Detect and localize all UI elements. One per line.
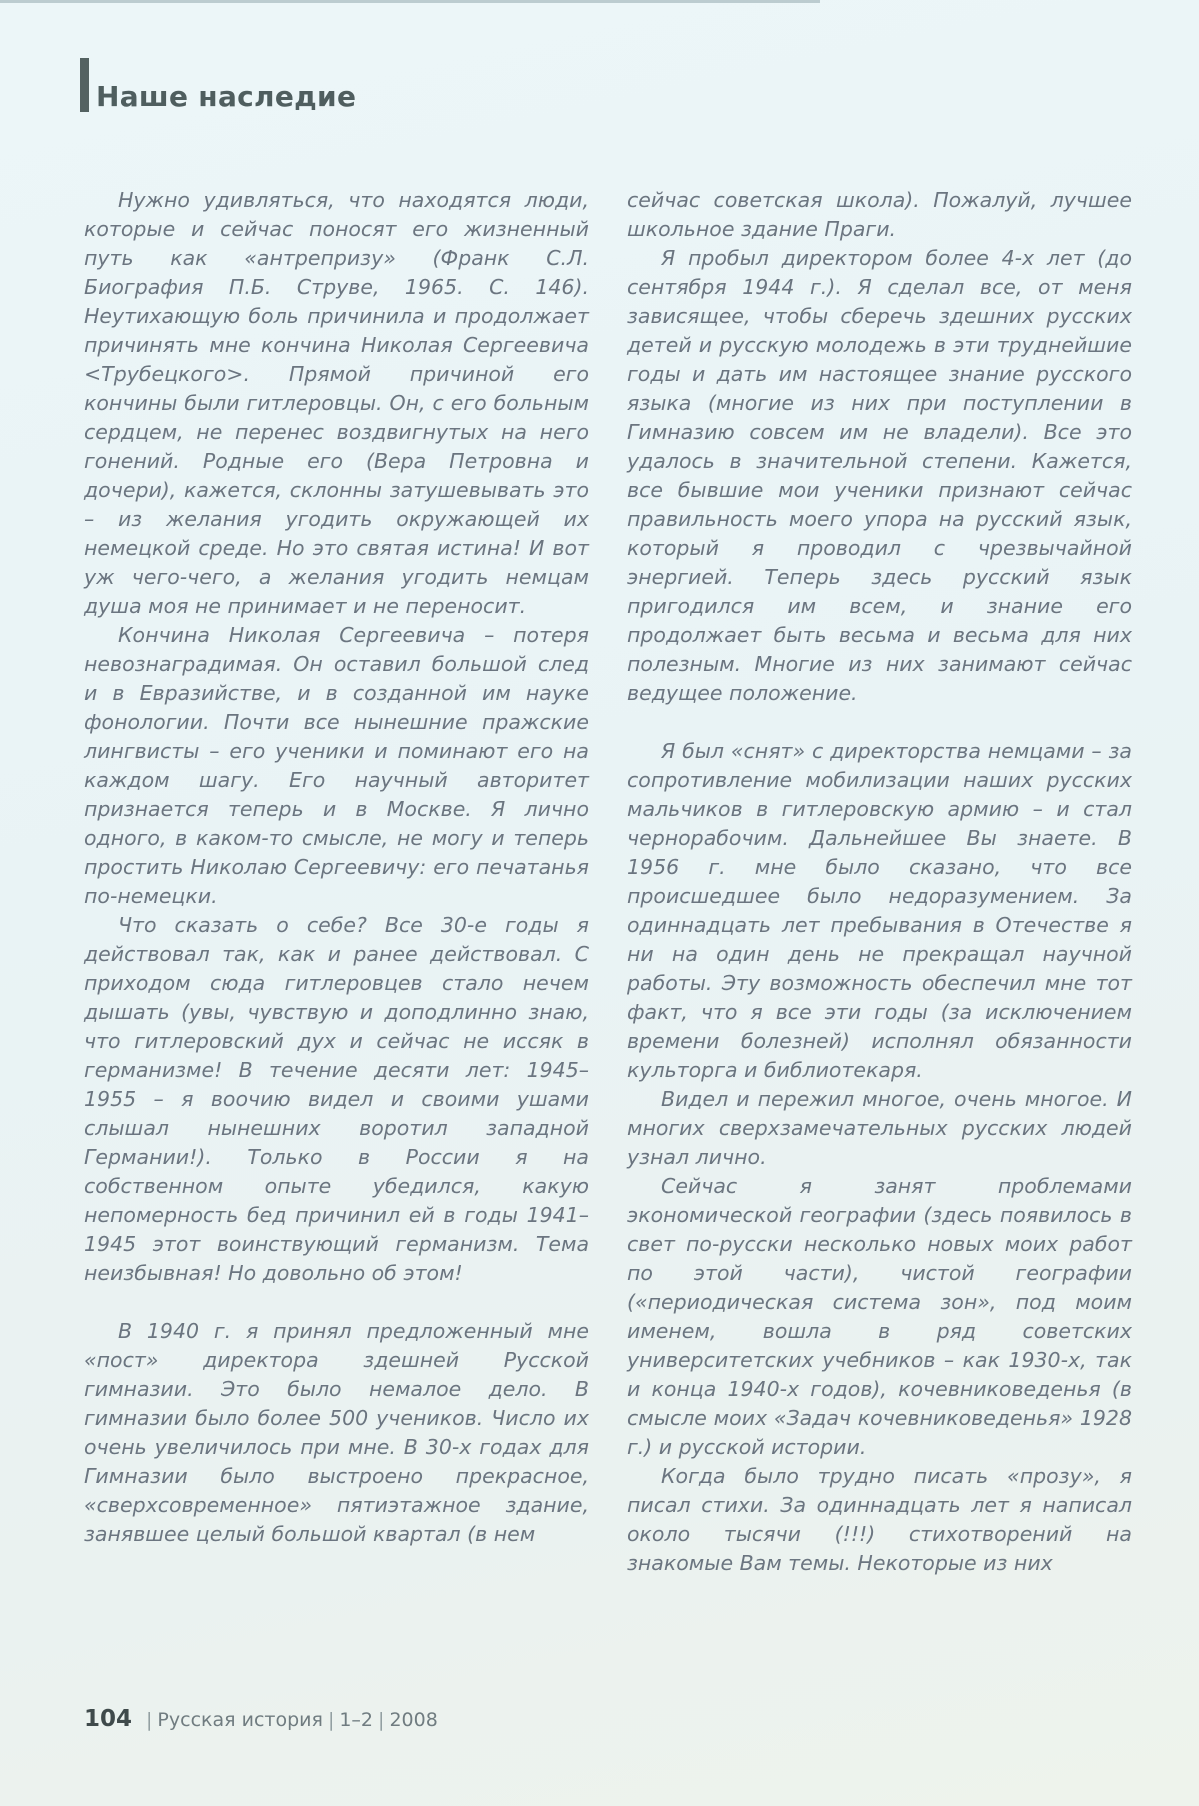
page-number: 104 (84, 1706, 133, 1732)
paragraph: Я пробыл директором более 4-х лет (до сентября 1944 г.). Я сделал все, от меня зависящее, чтобы сберечь здешних русских детей и русскую молодежь в эти труднейшие годы и дать им настоящее знание русского языка (многие из них при поступлении в Гимназию совсем им не владели). Все это удалось в значительной степени. Кажется, все бывшие мои ученики признают сейчас правильность моего упора на русский язык, который я проводил с чрезвычайной энергией. Теперь здесь русский язык пригодился им всем, и знание его продолжает быть весьма и весьма для них полезным. Многие из них занимают сейчас ведущее положение. (627, 246, 1132, 705)
paragraph: Я был «снят» с директорства немцами – за сопротивление мобилизации наших русских мальчиков в гитлеровскую армию – и стал чернорабочим. Дальнейшее Вы знаете. В 1956 г. мне было сказано, что все происшедшее было недоразумением. За одиннадцать лет пребывания в Отечестве я ни на один день не прекращал научной работы. Эту возможность обеспечил мне тот факт, что я все эти годы (за исключением времени болезней) исполнял обязанности культорга и библиотекаря. (627, 739, 1132, 1082)
journal-title: Русская история (157, 1709, 323, 1731)
paragraph: Что сказать о себе? Все 30-е годы я действовал так, как и ранее действовал. С приходом сюда гитлеровцев стало нечем дышать (увы, чувствую и доподлинно знаю, что гитлеровский дух и сейчас не иссяк в германизме! В течение десяти лет: 1945–1955 – я воочию видел и своими ушами слышал нынешних воротил западной Германии!). Только в России я на собственном опыте убедился, какую непомерность бед причинил ей в годы 1941–1945 этот воинствующий германизм. Тема неизбывная! Но довольно об этом! (84, 913, 589, 1285)
section-marker-bar (80, 58, 89, 112)
paragraph: Когда было трудно писать «прозу», я писал стихи. За одиннадцать лет я написал около тысячи (!!!) стихотворений на знакомые Вам темы. Некоторые из них (627, 1464, 1132, 1575)
page-footer (84, 1706, 438, 1732)
paragraph: Видел и пережил многое, очень многое. И многих сверхзамечательных русских людей узнал лично. (627, 1087, 1132, 1169)
article-body (84, 186, 1132, 1578)
issue-year: 2008 (389, 1709, 438, 1731)
scan-edge-line (0, 0, 820, 3)
paragraph: Кончина Николая Сергеевича – потеря невознаградимая. Он оставил большой след и в Евразийстве, и в созданной им науке фонологии. Почти все нынешние пражские лингвисты – его ученики и поминают его на каждом шагу. Его научный авторитет признается теперь и в Москве. Я лично одного, в каком-то смысле, не могу и теперь простить Николаю Сергеевичу: его печатанья по-немецки. (84, 623, 589, 908)
paragraph: В 1940 г. я принял предложенный мне «пост» директора здешней Русской гимназии. Это было немалое дело. В гимназии было более 500 учеников. Число их очень увеличилось при мне. В 30-х годах для Гимназии было выстроено прекрасное, «сверхсовременное» пятиэтажное здание, занявшее целый большой квартал (в нем (84, 1319, 589, 1546)
paragraph: сейчас советская школа). Пожалуй, лучшее школьное здание Праги. (627, 188, 1132, 241)
footer-separator: | (378, 1709, 385, 1731)
paragraph: Сейчас я занят проблемами экономической географии (здесь появилось в свет по-русски несколько новых моих работ по этой части), чистой географии («периодическая система зон», под моим именем, вошла в ряд советских университетских учебников – как 1930-х, так и конца 1940-х годов), кочевниковеденья (в смысле моих «Задач кочевниковеденья» 1928 г.) и русской истории. (627, 1174, 1132, 1459)
footer-separator: | (327, 1709, 335, 1731)
article-column-right (627, 186, 1132, 1578)
section-title: Наше наследие (96, 80, 357, 113)
footer-separator: | (146, 1709, 153, 1731)
issue-number: 1–2 (339, 1709, 374, 1731)
section-header (80, 58, 356, 112)
paragraph: Нужно удивляться, что находятся люди, которые и сейчас поносят его жизненный путь как «антрепризу» (Франк С.Л. Биография П.Б. Струве, 1965. С. 146). Неутихающую боль причинила и продолжает причинять мне кончина Николая Сергеевича <Трубецкого>. Прямой причиной его кончины были гитлеровцы. Он, с его больным сердцем, не перенес воздвигнутых на него гонений. Родные его (Вера Петровна и дочери), кажется, склонны затушевывать это – из желания угодить окружающей их немецкой среде. Но это святая истина! И вот уж чего-чего, а желания угодить немцам душа моя не принимает и не переносит. (84, 188, 589, 618)
article-column-left (84, 186, 589, 1578)
